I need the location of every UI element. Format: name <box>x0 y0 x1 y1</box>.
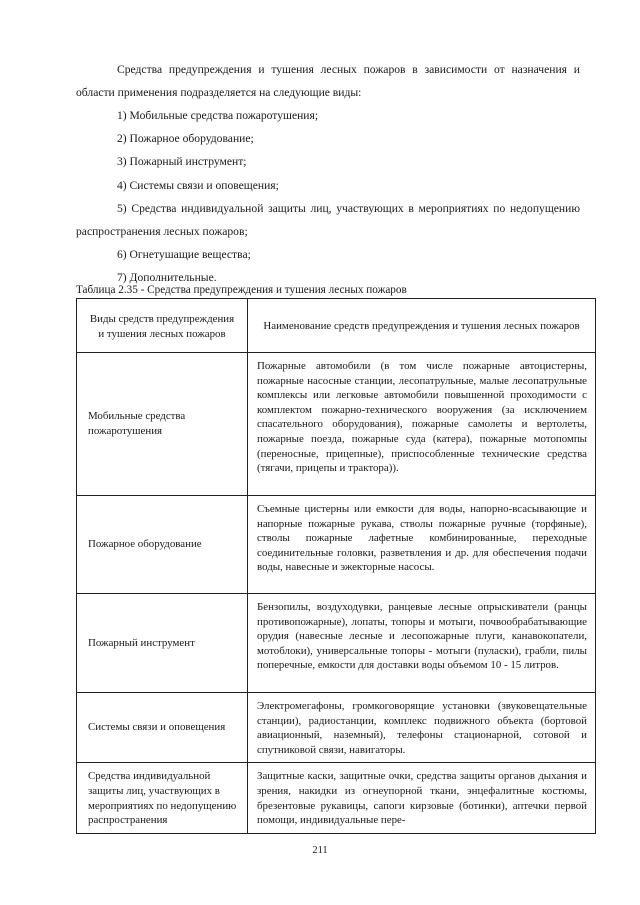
intro-paragraph: Средства предупреждения и тушения лесных пожаров в зависимости от назначения и области применения подразделяется на следующие виды: <box>76 63 580 100</box>
table-row <box>77 496 596 594</box>
column-header-type: Виды средств предупреждения и тушения лесных пожаров <box>77 299 248 353</box>
table-row <box>77 353 596 496</box>
list-item: 2) Пожарное оборудование; <box>117 132 254 146</box>
row-items-cell: Бензопилы, воздуходувки, ранцевые лесные опрыскиватели (ранцы противопожарные), лопаты, топоры и мотыги, почвообрабатывающие орудия (навесные лесные и лесопожарные плуги, канавокопатели, мотоблоки), универсальные топоры - мотыги (пуласки), грабли, пилы поперечные, емкости для доставки воды объемом 10 - 15 литров. <box>248 594 596 693</box>
row-items-cell: Электромегафоны, громкоговорящие установки (звуковещательные станции), радиостанции, комплекс подвижного объекта (бортовой авиационный, наземный), телефоны стационарной, сотовой и спутниковой связи, навигаторы. <box>248 693 596 763</box>
table-row <box>77 763 596 833</box>
list-item: 1) Мобильные средства пожаротушения; <box>117 109 319 122</box>
list-item: 4) Системы связи и оповещения; <box>117 178 279 192</box>
row-type-cell: Средства индивидуальной защиты лиц, участвующих в мероприятиях по недопущению распространения <box>77 763 248 833</box>
table-row <box>77 594 596 693</box>
row-type-cell: Системы связи и оповещения <box>77 693 248 763</box>
row-type-cell: Мобильные средства пожаротушения <box>77 353 248 496</box>
table-caption: Таблица 2.35 - Средства предупреждения и тушения лесных пожаров <box>76 284 407 296</box>
list-item: 5) Средства индивидуальной защиты лиц, участвующих в мероприятиях по недопущению распространения лесных пожаров; <box>76 201 580 239</box>
row-type-cell: Пожарный инструмент <box>77 594 248 693</box>
fire-equipment-table <box>76 298 596 834</box>
table-header-row <box>77 299 596 353</box>
row-items-cell: Защитные каски, защитные очки, средства защиты органов дыхания и зрения, накидки из огнеупорной ткани, энцефалитные костюмы, брезентовые рукавицы, сапоги кирзовые (ботинки), аптечки первой помощи, индивидуальные пере- <box>248 763 596 833</box>
list-item: 3) Пожарный инструмент; <box>117 155 247 169</box>
column-header-items: Наименование средств предупреждения и тушения лесных пожаров <box>248 299 596 353</box>
list-item: 7) Дополнительные. <box>117 271 217 285</box>
row-items-cell: Пожарные автомобили (в том числе пожарные автоцистерны, пожарные насосные станции, лесопатрульные, малые лесопатрульные комплексы или легковые автомобили повышенной проходимости с комплектом пожарно-технического вооружения (за исключением спасательного оборудования), пожарные самолеты и вертолеты, пожарные поезда, пожарные суда (катера), пожарные мотопомпы (переносные, прицепные), приспособленные технические средства (тягачи, прицепы и трактора)). <box>248 353 596 496</box>
table-row <box>77 693 596 763</box>
list-item: 6) Огнетушащие вещества; <box>117 248 251 262</box>
page-number: 211 <box>312 845 328 856</box>
row-type-cell: Пожарное оборудование <box>77 496 248 594</box>
row-items-cell: Съемные цистерны или емкости для воды, напорно-всасывающие и напорные пожарные рукава, стволы пожарные ручные (торфяные), стволы пожарные лафетные комбинированные, переходные соединительные головки, разветвления и др. для обеспечения подачи воды, навесные и эжекторные насосы. <box>248 496 596 594</box>
types-list <box>76 104 580 290</box>
